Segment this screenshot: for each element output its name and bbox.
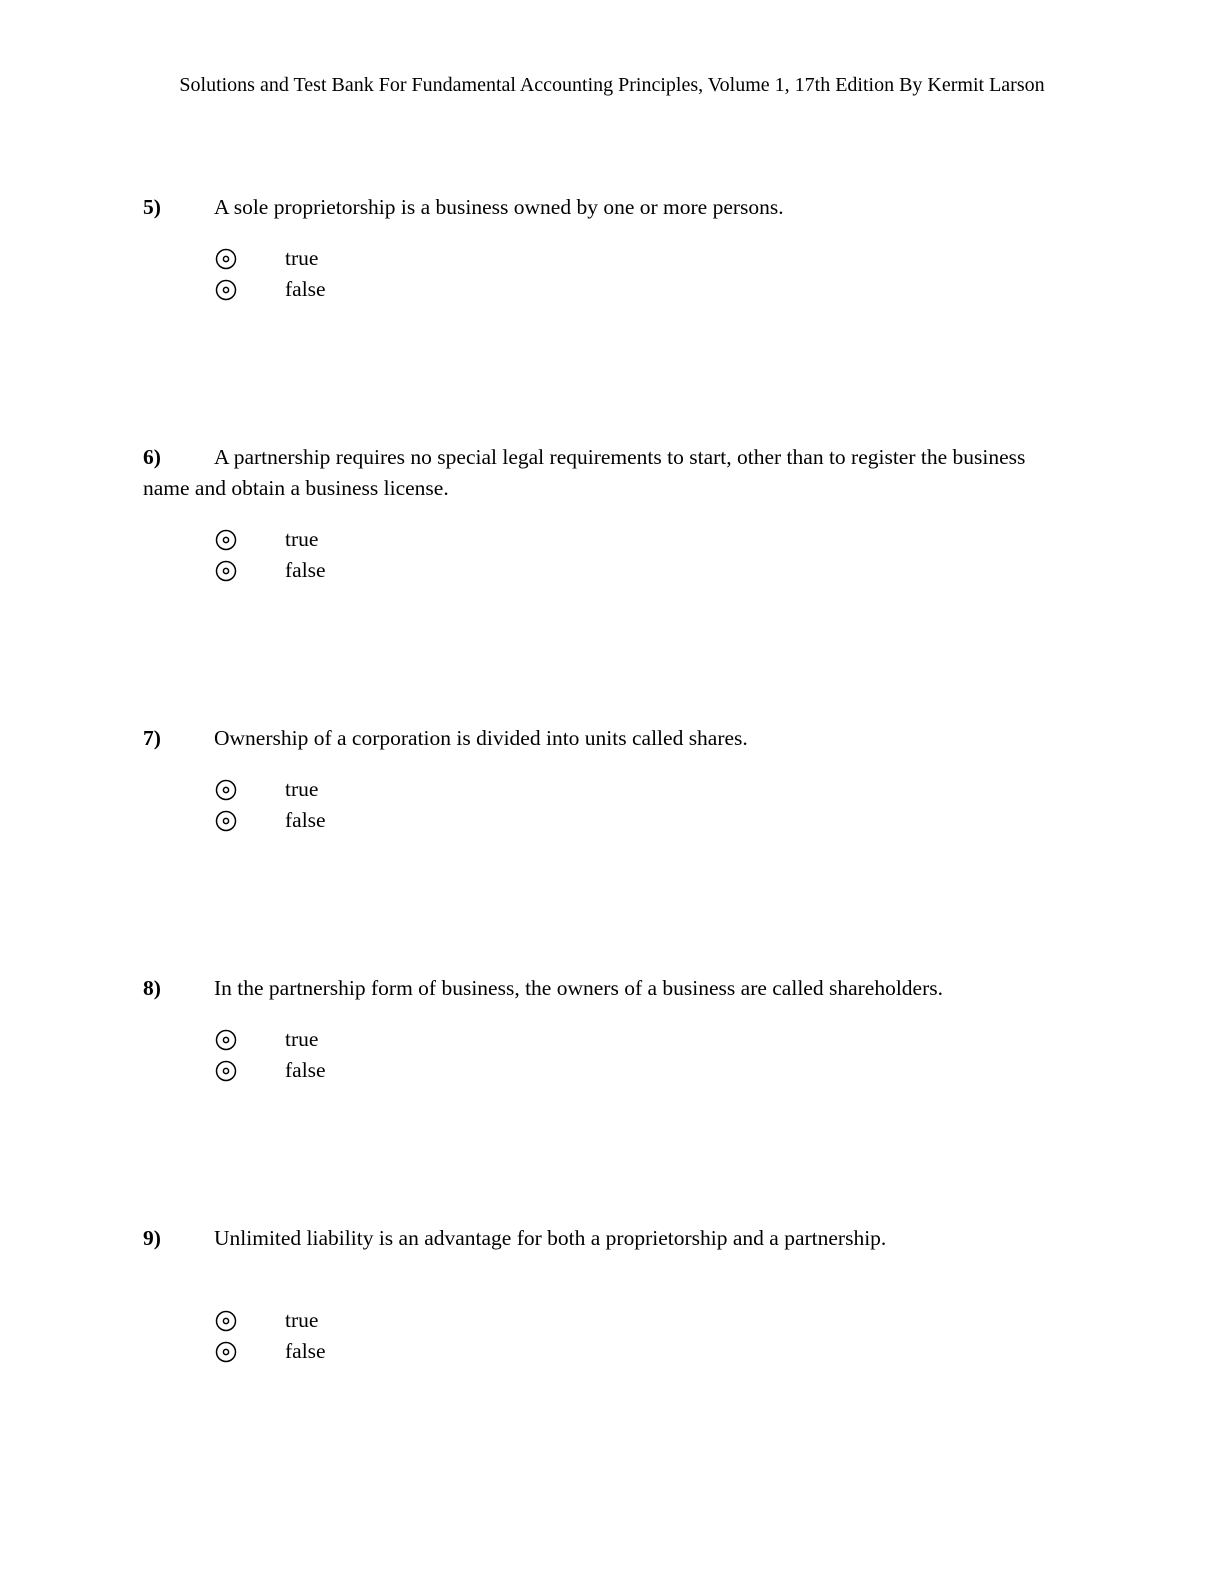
radio-button-icon[interactable] [215,279,237,301]
answer-options [215,1024,1043,1086]
option-false[interactable] [215,555,1043,586]
radio-button-icon[interactable] [215,529,237,551]
question-text [143,723,1043,754]
question-6 [143,442,1043,586]
question-text [143,973,1043,1004]
radio-button-icon[interactable] [215,779,237,801]
question-number: 8) [143,976,161,1000]
question-text [143,1223,1043,1254]
radio-button-icon[interactable] [215,1310,237,1332]
option-true[interactable] [215,243,1043,274]
option-false[interactable] [215,1336,1043,1367]
answer-options [215,524,1043,586]
question-text [143,442,1043,504]
radio-button-icon[interactable] [215,1341,237,1363]
question-number: 7) [143,726,161,750]
option-false[interactable] [215,1055,1043,1086]
option-label: true [285,1027,319,1051]
radio-button-icon[interactable] [215,1029,237,1051]
radio-button-icon[interactable] [215,560,237,582]
radio-button-icon[interactable] [215,1060,237,1082]
question-prompt: In the partnership form of business, the owners of a business are called shareholders. [214,976,943,1000]
question-prompt: A sole proprietorship is a business owned by one or more persons. [214,195,784,219]
question-prompt: Ownership of a corporation is divided into units called shares. [214,726,748,750]
radio-button-icon[interactable] [215,248,237,270]
option-label: false [285,808,326,832]
option-false[interactable] [215,274,1043,305]
question-9 [143,1223,1043,1367]
question-prompt: A partnership requires no special legal requirements to start, other than to register the business name and obtain a business license. [143,445,1026,500]
option-label: false [285,277,326,301]
option-label: true [285,527,319,551]
option-false[interactable] [215,805,1043,836]
question-number: 9) [143,1226,161,1250]
question-prompt: Unlimited liability is an advantage for both a proprietorship and a partnership. [214,1226,887,1250]
answer-options [215,243,1043,305]
question-text [143,192,1043,223]
option-label: false [285,1339,326,1363]
question-number: 6) [143,445,161,469]
option-label: false [285,1058,326,1082]
option-label: true [285,777,319,801]
radio-button-icon[interactable] [215,810,237,832]
answer-options [215,1305,1043,1367]
question-5 [143,192,1043,305]
question-8 [143,973,1043,1086]
page-header: Solutions and Test Bank For Fundamental Accounting Principles, Volume 1, 17th Edition By Kermit Larson [179,74,1045,96]
option-true[interactable] [215,524,1043,555]
answer-options [215,774,1043,836]
option-label: true [285,1308,319,1332]
option-true[interactable] [215,774,1043,805]
option-true[interactable] [215,1024,1043,1055]
option-true[interactable] [215,1305,1043,1336]
option-label: false [285,558,326,582]
option-label: true [285,246,319,270]
question-number: 5) [143,195,161,219]
question-7 [143,723,1043,836]
